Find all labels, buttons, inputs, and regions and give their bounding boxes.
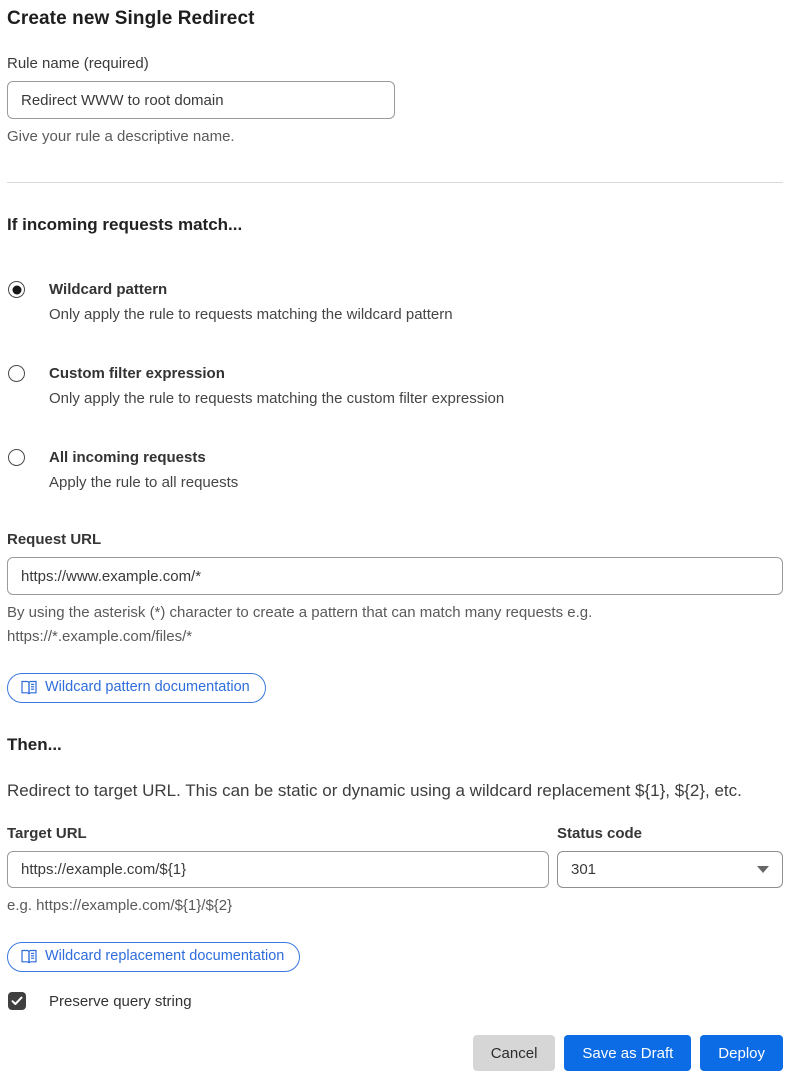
status-code-value: 301 xyxy=(571,861,597,878)
checkbox-checked-icon[interactable] xyxy=(8,992,26,1010)
radio-label: Custom filter expression xyxy=(49,365,225,382)
radio-unselected-icon[interactable] xyxy=(8,449,25,466)
deploy-button[interactable]: Deploy xyxy=(700,1035,783,1071)
then-section-heading: Then... xyxy=(7,735,62,754)
request-url-input[interactable] xyxy=(7,557,783,595)
radio-unselected-icon[interactable] xyxy=(8,365,25,382)
radio-description: Only apply the rule to requests matching the custom filter expression xyxy=(49,390,505,407)
chevron-down-icon xyxy=(757,866,769,873)
wildcard-pattern-documentation-button[interactable] xyxy=(7,673,266,703)
match-section-heading: If incoming requests match... xyxy=(7,215,243,234)
section-divider xyxy=(7,182,783,183)
match-type-radio-group xyxy=(7,279,783,493)
request-url-help-line1: By using the asterisk (*) character to create a pattern that can match many requests e.g. xyxy=(7,604,593,621)
cancel-button[interactable]: Cancel xyxy=(473,1035,556,1071)
save-as-draft-button[interactable]: Save as Draft xyxy=(564,1035,691,1071)
rule-name-input[interactable] xyxy=(7,81,395,119)
radio-description: Apply the rule to all requests xyxy=(49,474,239,491)
doc-button-label: Wildcard pattern documentation xyxy=(45,679,250,695)
target-row xyxy=(7,825,783,918)
target-url-help: e.g. https://example.com/${1}/${2} xyxy=(7,897,233,914)
form-actions xyxy=(7,1035,783,1071)
radio-all-incoming-requests[interactable] xyxy=(7,447,783,493)
preserve-query-string-row[interactable] xyxy=(7,992,783,1010)
radio-custom-filter-expression[interactable] xyxy=(7,363,783,409)
request-url-help xyxy=(7,601,783,649)
request-url-help-line2: https://*.example.com/files/* xyxy=(7,628,193,645)
target-url-label: Target URL xyxy=(7,825,87,842)
page-title: Create new Single Redirect xyxy=(7,8,255,29)
status-code-label: Status code xyxy=(557,825,643,842)
target-url-input[interactable] xyxy=(7,851,549,888)
then-description: Redirect to target URL. This can be static or dynamic using a wildcard replacement ${1}, ${2}, etc. xyxy=(7,781,742,800)
radio-wildcard-pattern[interactable] xyxy=(7,279,783,325)
book-icon xyxy=(21,680,37,695)
radio-label: Wildcard pattern xyxy=(49,281,168,298)
radio-label: All incoming requests xyxy=(49,449,206,466)
radio-description: Only apply the rule to requests matching the wildcard pattern xyxy=(49,306,453,323)
radio-selected-icon[interactable] xyxy=(8,281,25,298)
doc-button-label: Wildcard replacement documentation xyxy=(45,948,285,964)
rule-name-label: Rule name (required) xyxy=(7,55,149,72)
request-url-label: Request URL xyxy=(7,531,102,548)
wildcard-replacement-documentation-button[interactable] xyxy=(7,942,300,972)
preserve-query-string-label: Preserve query string xyxy=(49,992,192,1010)
book-icon xyxy=(21,949,37,964)
rule-name-help: Give your rule a descriptive name. xyxy=(7,128,235,145)
status-code-select[interactable] xyxy=(557,851,783,888)
